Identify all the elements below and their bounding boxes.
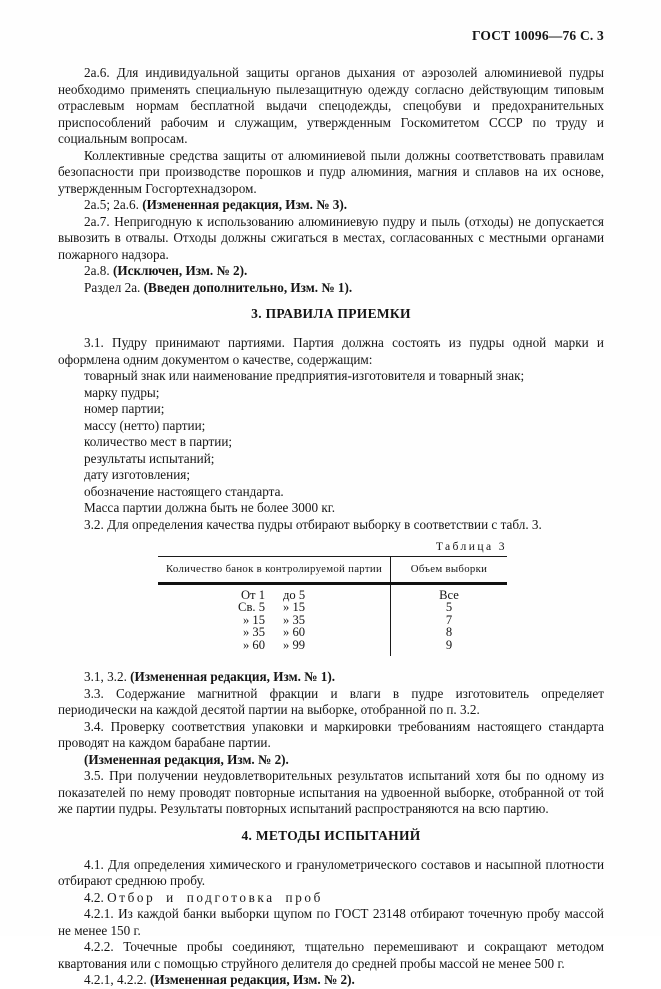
amendment-note: (Введен дополнительно, Изм. № 1). — [143, 279, 353, 295]
table-header-quantity: Количество банок в контролируемой партии — [158, 557, 391, 584]
sample-size-value: 9 — [445, 637, 453, 652]
paragraph-4-1: 4.1. Для определения химического и гранулометрического составов и насыпной плотности отбирают среднюю пробу. — [58, 856, 604, 889]
paragraph-3132-amendment — [58, 669, 604, 686]
list-item: номер партии; — [84, 401, 165, 416]
paragraph-4-2-1: 4.2.1. Из каждой банки выборки щупом по ГОСТ 23148 отбирают точечную пробу массой не менее 150 г. — [58, 906, 604, 938]
paragraph-3-1: 3.1. Пудру принимают партиями. Партия должна состоять из пудры одной марки и оформлена одним документом о качестве, содержащим: — [58, 335, 604, 367]
list-item: марку пудры; — [84, 384, 160, 400]
list-item: количество мест в партии; — [84, 434, 233, 449]
range-from: » 35 — [242, 625, 265, 640]
paragraph-3-2: 3.2. Для определения качества пудры отбирают выборку в соответствии с табл. 3. — [84, 516, 542, 532]
paragraph-2a6: 2а.6. Для индивидуальной защиты органов дыхания от аэрозолей алюминиевой пудры необходимо применять специальную пылезащитную одежду согласно действующим типовым отраслевым нормам бесплатной выдачи спецодежды, спецобуви и предохранительных приспособлений рабочим и служащим, утвержденным Госкомитетом СССР по труду и социальным вопросам. — [58, 65, 604, 146]
paragraph-2a8-amendment — [58, 263, 604, 280]
range-from: От 1 — [240, 588, 265, 602]
range-to: » 99 — [283, 637, 306, 652]
amendment-prefix: Раздел 2а. — [84, 279, 144, 295]
amendment-note: (Измененная редакция, Изм. № 2). — [149, 972, 355, 988]
amendment-note: (Измененная редакция, Изм. № 3). — [142, 197, 348, 212]
table-header-row — [158, 557, 507, 584]
paragraph-3-4: 3.4. Проверку соответствия упаковки и маркировки требованиям настоящего стандарта проводят на каждом барабане партии. — [58, 718, 604, 751]
range-to: » 35 — [283, 612, 306, 627]
amendment-prefix: 3.1, 3.2. — [84, 669, 131, 685]
paragraph-3-5: 3.5. При получении неудовлетворительных результатов испытаний хотя бы по одному из показателей по нему проводят повторные испытания на удвоенной выборке, отобранной от той же партии пудры. Результаты повторных испытаний распространяются на всю партию. — [58, 768, 604, 817]
paragraph-collective: Коллективные средства защиты от алюминиевой пыли должны соответствовать правилам безопасности при производстве порошков и пудр алюминия, магния и сплавов на их основе, утвержденным Госгортехнадзором. — [58, 147, 604, 196]
table-row — [158, 601, 507, 613]
sample-size-value: 8 — [445, 625, 453, 640]
paragraph-3-4-amendment — [58, 752, 604, 769]
paragraph-421422-amendment — [58, 972, 604, 989]
range-to: » 60 — [283, 625, 306, 640]
sample-size-value: Все — [439, 588, 459, 602]
table-row — [158, 639, 507, 656]
sampling-table-block — [158, 540, 507, 656]
amendment-prefix: 2а.8. — [84, 263, 113, 278]
amendment-note: (Измененная редакция, Изм. № 2). — [84, 751, 289, 767]
list-item: дату изготовления; — [84, 467, 190, 482]
list-item: товарный знак или наименование предприятия-изготовителя и товарный знак; — [84, 368, 525, 383]
range-from: » 15 — [242, 612, 265, 627]
sample-size-value: 7 — [445, 612, 453, 627]
table-label: Таблица 3 — [435, 540, 507, 553]
table-row — [158, 626, 507, 638]
list-item: обозначение настоящего стандарта. — [84, 483, 284, 499]
paragraph-4-2 — [58, 890, 604, 907]
clause-number: 4.2. — [84, 889, 108, 905]
paragraph-2a7: 2а.7. Непригодную к использованию алюминиевую пудру и пыль (отходы) не допускается вывозить в отвалы. Отходы должны сжигаться в местах, согласованных с местными органами пожарного надзора. — [58, 213, 604, 262]
paragraph-2a5-amendment — [58, 197, 604, 214]
list-item: массу (нетто) партии; — [84, 417, 206, 433]
amendment-note: (Исключен, Изм. № 2). — [112, 263, 248, 278]
table-row — [158, 614, 507, 626]
range-to: до 5 — [283, 588, 306, 602]
range-to: » 15 — [283, 600, 306, 615]
list-item: результаты испытаний; — [84, 450, 215, 466]
paragraph-4-2-2: 4.2.2. Точечные пробы соединяют, тщательно перемешивают и сокращают методом квартования или с помощью струйного делителя до средней пробы массой не менее 500 г. — [58, 939, 604, 971]
paragraph-massa: Масса партии должна быть не более 3000 кг. — [84, 500, 335, 515]
clause-title: Отбор и подготовка проб — [107, 889, 323, 905]
table-row — [158, 584, 507, 602]
amendment-note: (Измененная редакция, Изм. № 1). — [130, 669, 336, 685]
paragraph-razdel-2a — [58, 280, 604, 297]
section-heading-3: 3. ПРАВИЛА ПРИЕМКИ — [251, 306, 411, 321]
range-from: » 60 — [242, 637, 265, 652]
sampling-table — [158, 556, 507, 656]
paragraph-3-3: 3.3. Содержание магнитной фракции и влаги в пудре изготовитель определяет периодически на каждой десятой партии на выборке, отобранной по п. 3.2. — [58, 685, 604, 718]
sample-size-value: 5 — [445, 600, 453, 615]
amendment-prefix: 4.2.1, 4.2.2. — [84, 972, 150, 988]
section-heading-4: 4. МЕТОДЫ ИСПЫТАНИЙ — [241, 827, 421, 843]
amendment-prefix: 2а.5; 2а.6. — [84, 197, 143, 212]
page-header: ГОСТ 10096—76 С. 3 — [471, 28, 604, 43]
range-from: Св. 5 — [238, 600, 265, 615]
table-header-sample-size: Объем выборки — [391, 557, 508, 584]
